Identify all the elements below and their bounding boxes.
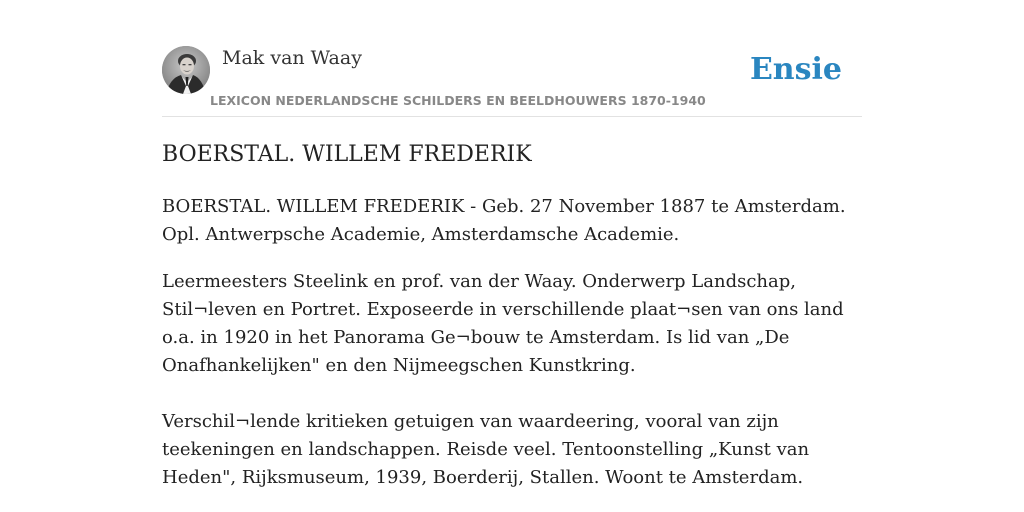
author-name[interactable]: Mak van Waay <box>222 47 362 69</box>
author-avatar[interactable] <box>162 46 210 94</box>
lexicon-header <box>162 46 862 117</box>
lexicon-title[interactable]: LEXICON NEDERLANDSCHE SCHILDERS EN BEELDHOUWERS 1870-1940 <box>210 93 706 108</box>
ensie-logo[interactable]: Ensie <box>749 52 842 87</box>
entry-title: BOERSTAL. WILLEM FREDERIK <box>162 142 532 167</box>
entry-paragraph: Verschil¬lende kritieken getuigen van waardeering, vooral van zijn teekeningen en landschappen. Reisde veel. Tentoonstelling „Kunst van Heden", Rijksmuseum, 1939, Boerderij, Stallen. Woont te Amsterdam. <box>162 411 810 488</box>
entry-paragraph: Leermeesters Steelink en prof. van der Waay. Onderwerp Landschap, Stil¬leven en Portret. Exposeerde in verschillende plaat¬sen van ons land o.a. in 1920 in het Panorama Ge¬bouw te Amsterdam. Is lid van „De Onafhankelijken" en den Nijmeegschen Kunstkring. <box>162 271 844 376</box>
entry-paragraph: BOERSTAL. WILLEM FREDERIK - Geb. 27 November 1887 te Amsterdam. Opl. Antwerpsche Academie, Amsterdamsche Academie. <box>162 196 846 245</box>
article-content <box>162 139 862 492</box>
author-portrait-icon <box>162 46 210 94</box>
